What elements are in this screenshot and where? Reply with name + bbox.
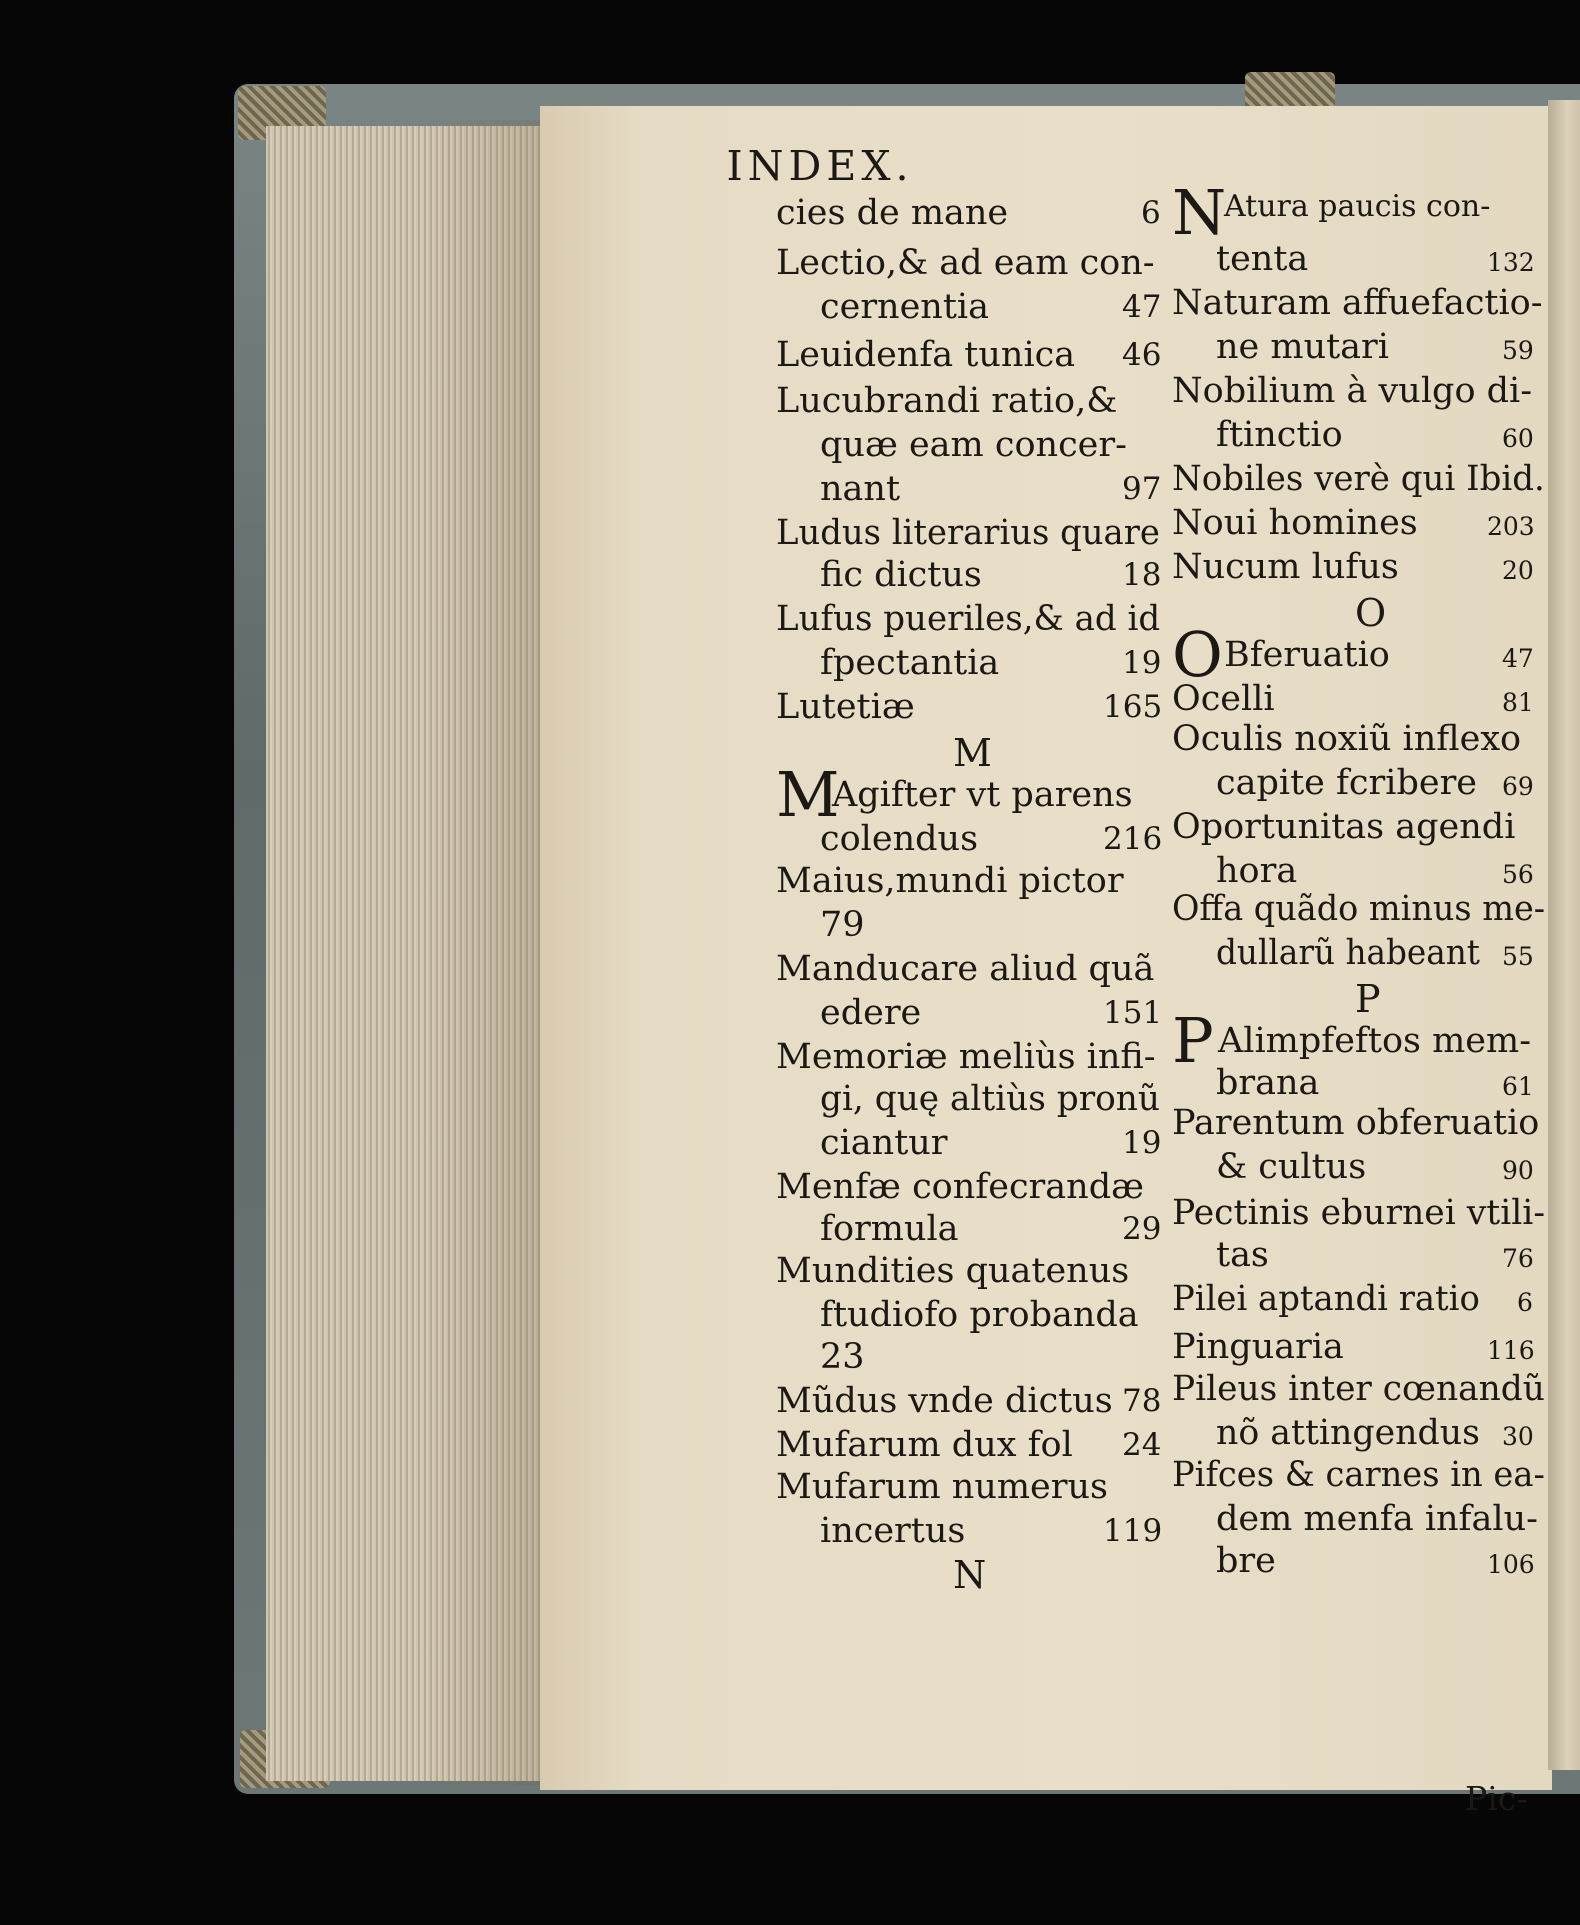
right-index-entry: nõ attingendus bbox=[1216, 1413, 1480, 1453]
right-index-entry: Parentum obferuatio bbox=[1172, 1103, 1540, 1143]
right-index-entry: dullarũ habeant bbox=[1216, 933, 1480, 973]
left-index-entry: Mundities quatenus bbox=[776, 1251, 1130, 1291]
right-index-entry: Oculis noxiũ inflexo bbox=[1172, 719, 1522, 759]
left-index-entry: gi, quę altiùs pronũ bbox=[820, 1079, 1160, 1119]
left-index-entry: Menfæ confecrandæ bbox=[776, 1167, 1144, 1207]
left-index-entry: fpectantia bbox=[820, 643, 1000, 683]
left-index-entry: incertus bbox=[820, 1511, 966, 1551]
right-index-entry: tas bbox=[1216, 1235, 1269, 1275]
right-page-number: 132 bbox=[1487, 248, 1535, 277]
right-index-entry: Noui homines bbox=[1172, 503, 1418, 543]
left-index-entry: Lutetiæ bbox=[776, 687, 915, 727]
right-index-entry: ne mutari bbox=[1216, 327, 1389, 367]
right-page-number: 30 bbox=[1502, 1422, 1534, 1451]
left-index-entry: 79 bbox=[820, 905, 865, 945]
right-index-entry: Pifces & carnes in ea- bbox=[1172, 1455, 1545, 1495]
left-index-entry: Agifter vt parens bbox=[832, 775, 1133, 815]
right-index-entry: ftinctio bbox=[1216, 415, 1343, 455]
right-index-entry: Pinguaria bbox=[1172, 1327, 1344, 1367]
left-index-entry: cies de mane bbox=[776, 193, 1009, 233]
right-page-number: 90 bbox=[1502, 1156, 1534, 1185]
left-page-number: 46 bbox=[1122, 337, 1162, 373]
right-page-number: 81 bbox=[1502, 688, 1534, 717]
right-index-entry: Offa quãdo minus me- bbox=[1172, 889, 1546, 929]
left-page-number: 24 bbox=[1122, 1427, 1162, 1463]
right-index-entry: Nobiles verè qui Ibid. bbox=[1172, 459, 1545, 499]
right-index-entry: Ocelli bbox=[1172, 679, 1275, 719]
left-page-number: 97 bbox=[1122, 471, 1162, 507]
right-index-entry: brana bbox=[1216, 1063, 1320, 1103]
left-index-entry: Maius,mundi pictor bbox=[776, 861, 1124, 901]
right-index-entry: Bferuatio bbox=[1224, 635, 1390, 675]
left-index-entry: quæ eam concer- bbox=[820, 425, 1127, 465]
left-index-entry: ciantur bbox=[820, 1123, 948, 1163]
left-page-number: 47 bbox=[1122, 289, 1162, 325]
right-page-number: 59 bbox=[1502, 336, 1534, 365]
right-section-letter: P bbox=[1355, 977, 1381, 1021]
left-page-number: 78 bbox=[1122, 1383, 1162, 1419]
left-index-entry: Mũdus vnde dictus bbox=[776, 1381, 1113, 1421]
left-index-entry: 23 bbox=[820, 1337, 865, 1377]
left-page-number: 165 bbox=[1103, 689, 1163, 725]
left-index-entry: Mufarum numerus bbox=[776, 1467, 1109, 1507]
left-page-number: 29 bbox=[1122, 1211, 1162, 1247]
left-page-number: 151 bbox=[1103, 995, 1163, 1031]
right-page-number: 106 bbox=[1487, 1550, 1535, 1579]
right-page-number: 203 bbox=[1487, 512, 1535, 541]
right-index-entry: bre bbox=[1216, 1541, 1276, 1581]
right-page-number: 20 bbox=[1502, 556, 1534, 585]
left-page-number: 19 bbox=[1122, 645, 1162, 681]
left-index-entry: cernentia bbox=[820, 287, 989, 327]
right-index-entry: hora bbox=[1216, 851, 1298, 891]
right-index-entry: & cultus bbox=[1216, 1147, 1367, 1187]
right-index-entry: Pilei aptandi ratio bbox=[1172, 1279, 1480, 1319]
right-index-entry: Alimpfeftos mem- bbox=[1218, 1021, 1532, 1061]
left-index-entry: Mufarum dux fol bbox=[776, 1425, 1073, 1465]
left-index-entry: fic dictus bbox=[820, 555, 982, 595]
catchword: Pic- bbox=[1465, 1779, 1528, 1818]
left-index-entry: colendus bbox=[820, 819, 979, 859]
right-index-entry: Nucum lufus bbox=[1172, 547, 1399, 587]
left-section-letter: M bbox=[953, 731, 992, 775]
right-page-number: 76 bbox=[1502, 1244, 1534, 1273]
right-page-number: 56 bbox=[1502, 860, 1534, 889]
right-index-entry: Naturam affuefactio- bbox=[1172, 283, 1543, 323]
right-index-entry: dem menfa infalu- bbox=[1216, 1499, 1538, 1539]
left-index-entry: ftudiofo probanda bbox=[820, 1295, 1139, 1335]
right-section-letter: O bbox=[1355, 591, 1387, 635]
right-index-entry: Pectinis eburnei vtili- bbox=[1172, 1193, 1546, 1233]
left-section-letter: N bbox=[953, 1553, 987, 1597]
left-page-number: 18 bbox=[1122, 557, 1162, 593]
right-index-entry: tenta bbox=[1216, 239, 1309, 279]
right-page-number: 6 bbox=[1517, 1288, 1533, 1317]
right-initial-capital: N bbox=[1172, 176, 1227, 249]
left-index-entry: Manducare aliud quã bbox=[776, 949, 1155, 989]
left-page-number: 119 bbox=[1103, 1513, 1163, 1549]
right-initial-capital: O bbox=[1172, 618, 1223, 691]
left-index-entry: Lufus pueriles,& ad id bbox=[776, 599, 1161, 639]
left-index-entry: edere bbox=[820, 993, 922, 1033]
gutter-shadow bbox=[420, 120, 560, 1785]
left-index-entry: Lectio,& ad eam con- bbox=[776, 243, 1155, 283]
left-page-number: 216 bbox=[1103, 821, 1163, 857]
right-initial-capital: P bbox=[1172, 1004, 1214, 1077]
right-index-entry: capite fcribere bbox=[1216, 763, 1478, 803]
right-page-number: 61 bbox=[1502, 1072, 1534, 1101]
right-page-number: 60 bbox=[1502, 424, 1534, 453]
page-title: INDEX. bbox=[726, 142, 914, 190]
right-page-number: 55 bbox=[1502, 942, 1534, 971]
right-index-entry: Oportunitas agendi bbox=[1172, 807, 1516, 847]
left-index-entry: nant bbox=[820, 469, 901, 509]
left-index-entry: Leuidenfa tunica bbox=[776, 335, 1076, 375]
left-index-entry: formula bbox=[820, 1209, 959, 1249]
right-page-number: 69 bbox=[1502, 772, 1534, 801]
right-index-entry: Nobilium à vulgo di- bbox=[1172, 371, 1533, 411]
right-page-number: 47 bbox=[1502, 644, 1534, 673]
left-index-entry: Memoriæ meliùs infi- bbox=[776, 1037, 1156, 1077]
facing-page-edge bbox=[1548, 100, 1580, 1770]
left-initial-capital: M bbox=[776, 758, 840, 831]
right-page-number: 116 bbox=[1487, 1336, 1535, 1365]
right-index-entry: Pileus inter cœnandũ bbox=[1172, 1369, 1545, 1409]
left-index-entry: Ludus literarius quare bbox=[776, 513, 1160, 553]
left-page-number: 19 bbox=[1122, 1125, 1162, 1161]
right-index-entry: Atura paucis con- bbox=[1224, 189, 1491, 224]
left-page-number: 6 bbox=[1141, 195, 1161, 231]
left-index-entry: Lucubrandi ratio,& bbox=[776, 381, 1118, 421]
